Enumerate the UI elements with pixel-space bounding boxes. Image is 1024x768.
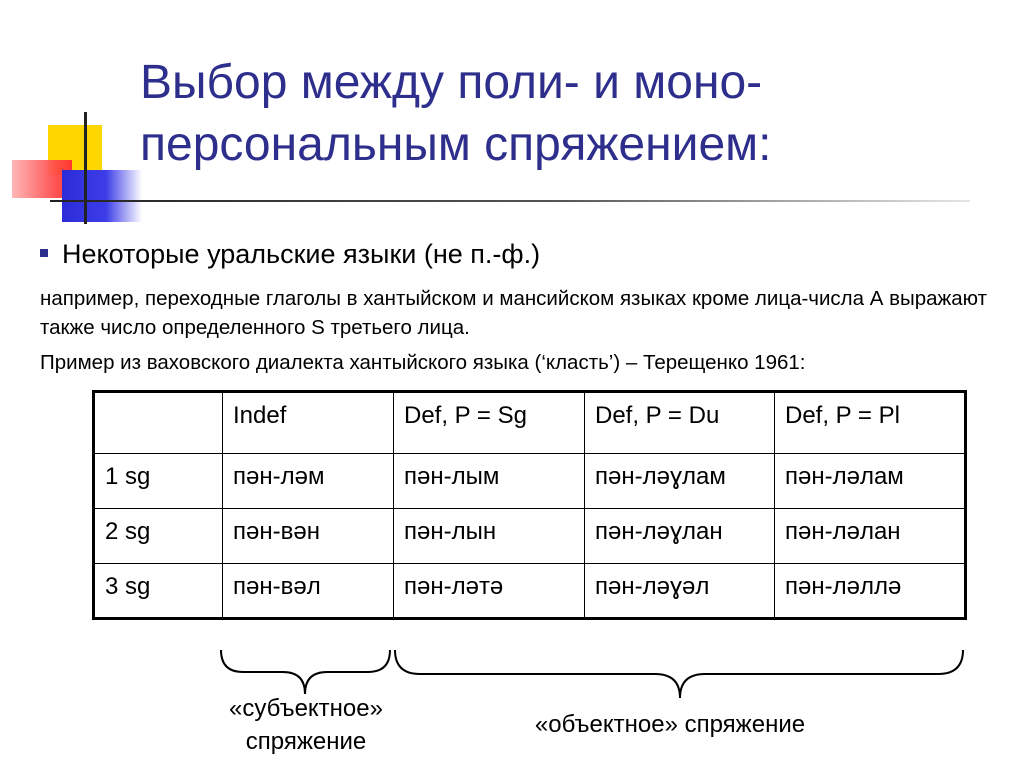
table-cell: пән-ләɣлан — [585, 509, 775, 564]
table-cell: пән-лын — [394, 509, 585, 564]
header-cell: Def, P = Pl — [775, 392, 966, 454]
table-cell: пән-ләлам — [775, 454, 966, 509]
bullet-text: Некоторые уральские языки (не п.-ф.) — [62, 239, 541, 269]
title-line-1: Выбор между поли- и моно- — [140, 56, 763, 109]
table-cell: пән-ләлан — [775, 509, 966, 564]
objective-brace — [395, 650, 963, 698]
objective-label: «объектное» спряжение — [534, 711, 806, 738]
table-cell: пән-ләтә — [394, 564, 585, 619]
subjective-label-line-1: «субъектное» — [229, 695, 383, 722]
table-cell: пән-вән — [223, 509, 394, 564]
table-cell: пән-ләм — [223, 454, 394, 509]
table-cell: пән-ләллә — [775, 564, 966, 619]
table-cell: пән-лым — [394, 454, 585, 509]
row-label-cell: 2 sg — [94, 509, 223, 564]
title-line-2: персональным спряжением: — [140, 118, 772, 171]
header-cell: Def, P = Du — [585, 392, 775, 454]
row-label-cell: 1 sg — [94, 454, 223, 509]
subjective-brace — [221, 650, 390, 694]
subjective-label-line-2: спряжение — [245, 728, 367, 755]
row-label-cell: 3 sg — [94, 564, 223, 619]
table-cell: пән-вәл — [223, 564, 394, 619]
header-cell: Def, P = Sg — [394, 392, 585, 454]
subjective-label — [196, 692, 416, 758]
paragraph-example: например, переходные глаголы в хантыйском и мансийском языках кроме лица-числа А выражают также число определенного S третьего лица. — [40, 287, 987, 339]
paragraph-source: Пример из ваховского диалекта хантыйского языка (‘класть’) – Терещенко 1961: — [40, 351, 806, 374]
header-cell: Indef — [223, 392, 394, 454]
table-cell: пән-ләɣәл — [585, 564, 775, 619]
table-cell: пән-ләɣлам — [585, 454, 775, 509]
